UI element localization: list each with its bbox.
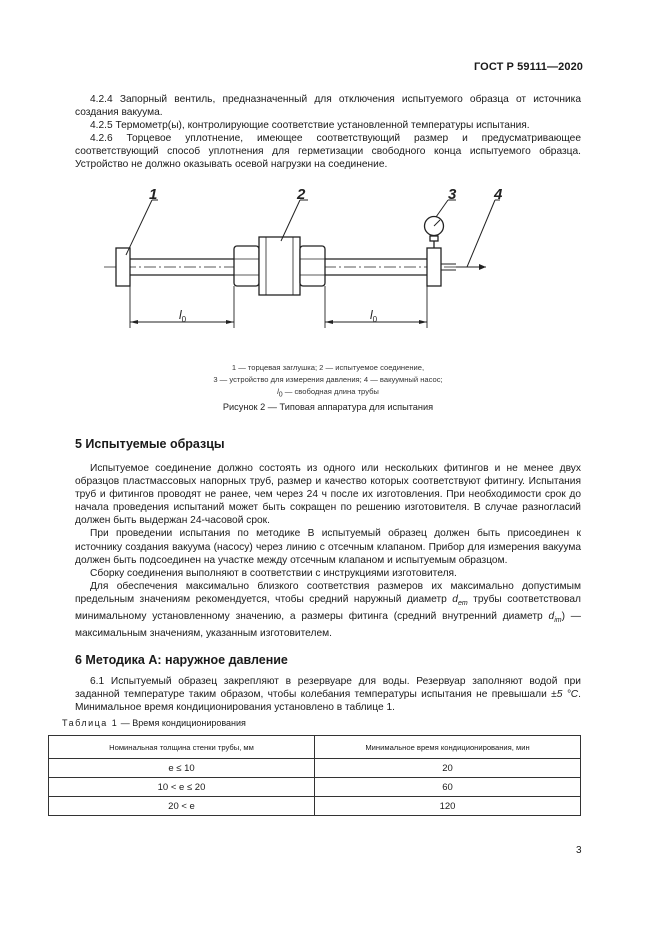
test-joint [234, 237, 325, 295]
paragraph-4-2-6: 4.2.6 Торцевое уплотнение, имеющее соответствующий размер и предусматривающее соответствующий способ уплотнения для герметизации свободного конца испытуемого образца. Устройство не должно оказывать осевой нагрузки на соединение. [75, 133, 581, 171]
callout-3: 3 [448, 186, 457, 203]
section-5-paragraph-2: При проведении испытания по методике В испытуемый образец должен быть присоединен к источнику создания вакуума (насосу) через линию с отсечным клапаном. Прибор для измерения вакуума должен быть подсоединен на участке между отсечным клапаном и испытуемым образцом. [75, 528, 581, 566]
table-cell: 20 [315, 759, 581, 778]
section-5-paragraph-1: Испытуемое соединение должно состоять из одного или нескольких фитингов и не менее двух образцов пластмассовых напорных труб, размер и качество которых соответствуют фитингу. Испытания труб и фитингов проводят не ранее, чем через 24 ч после их изготовления. При необходимости срок до начала проведения испытаний может быть сокращен по решению изготовителя. В случае разногласий должен быть выдержан 24-часовой срок. [75, 463, 581, 527]
section-6-paragraph-1: 6.1 Испытуемый образец закрепляют в резервуаре для воды. Резервуар заполняют водой при заданной температуре таким образом, чтобы колебания температуры испытания не превышали ±5 °С. Минимальное время кондиционирования установлено в таблице 1. [75, 676, 581, 714]
figure-legend [75, 362, 581, 402]
dim-label-left: $l_0$ [179, 308, 187, 324]
table-cell: 120 [315, 797, 581, 816]
table-header-row [49, 736, 581, 759]
section-6-title: 6 Методика А: наружное давление [75, 653, 288, 667]
callout-4: 4 [494, 186, 503, 203]
legend-line-3: $l_0$ — свободная длина трубы [277, 387, 379, 399]
section-5-text [75, 462, 581, 640]
arrow-icon [479, 264, 486, 270]
table-header-wall-thickness: Номинальная толщина стенки трубы, мм [49, 736, 315, 759]
pressure-gauge [425, 217, 444, 249]
conditioning-time-table [48, 735, 581, 816]
end-cap [116, 248, 130, 286]
callout-2: 2 [297, 186, 306, 203]
paragraph-4-2-5: 4.2.5 Термометр(ы), контролирующие соответствие установленной температуры испытания. [90, 120, 530, 132]
legend-line-2: 3 — устройство для измерения давления; 4 — вакуумный насос; [213, 375, 443, 384]
table-header-conditioning-time: Минимальное время кондиционирования, мин [315, 736, 581, 759]
table-1-caption: Таблица 1 — Время кондиционирования [62, 718, 246, 728]
figure-caption: Рисунок 2 — Типовая аппаратура для испытания [222, 402, 434, 412]
legend-line-1: 1 — торцевая заглушка; 2 — испытуемое соединение, [231, 363, 425, 372]
section-5-paragraph-3: Сборку соединения выполняют в соответствии с инструкциями изготовителя. [90, 567, 457, 579]
end-fitting-right [427, 248, 441, 286]
intro-text [75, 93, 581, 172]
section-5-title: 5 Испытуемые образцы [75, 437, 225, 451]
table-cell: 20 < e [49, 797, 315, 816]
test-apparatus-figure [100, 185, 503, 345]
document-header: ГОСТ Р 59111—2020 [473, 61, 583, 73]
table-row [49, 778, 581, 797]
table-cell: e ≤ 10 [49, 759, 315, 778]
callout-1: 1 [149, 186, 158, 203]
dim-label-right: $l_0$ [370, 308, 378, 324]
table-row [49, 759, 581, 778]
page-number: 3 [576, 845, 582, 856]
section-5-paragraph-4: Для обеспечения максимально близкого соответствия размеров их максимально допустимым предельным значениям рекомендуется, чтобы средний наружный диаметр $d_{em}$ трубы соответствовал минимальному установленному значению, а размеры фитинга (средний внутренний диаметр $d_{im}$) — максимальным значениям, указанным изготовителем. [75, 580, 581, 640]
paragraph-4-2-4: 4.2.4 Запорный вентиль, предназначенный для отключения испытуемого образца от источника создания вакуума. [75, 94, 581, 119]
table-cell: 60 [315, 778, 581, 797]
table-cell: 10 < e ≤ 20 [49, 778, 315, 797]
table-row [49, 797, 581, 816]
section-6-text [75, 675, 581, 714]
